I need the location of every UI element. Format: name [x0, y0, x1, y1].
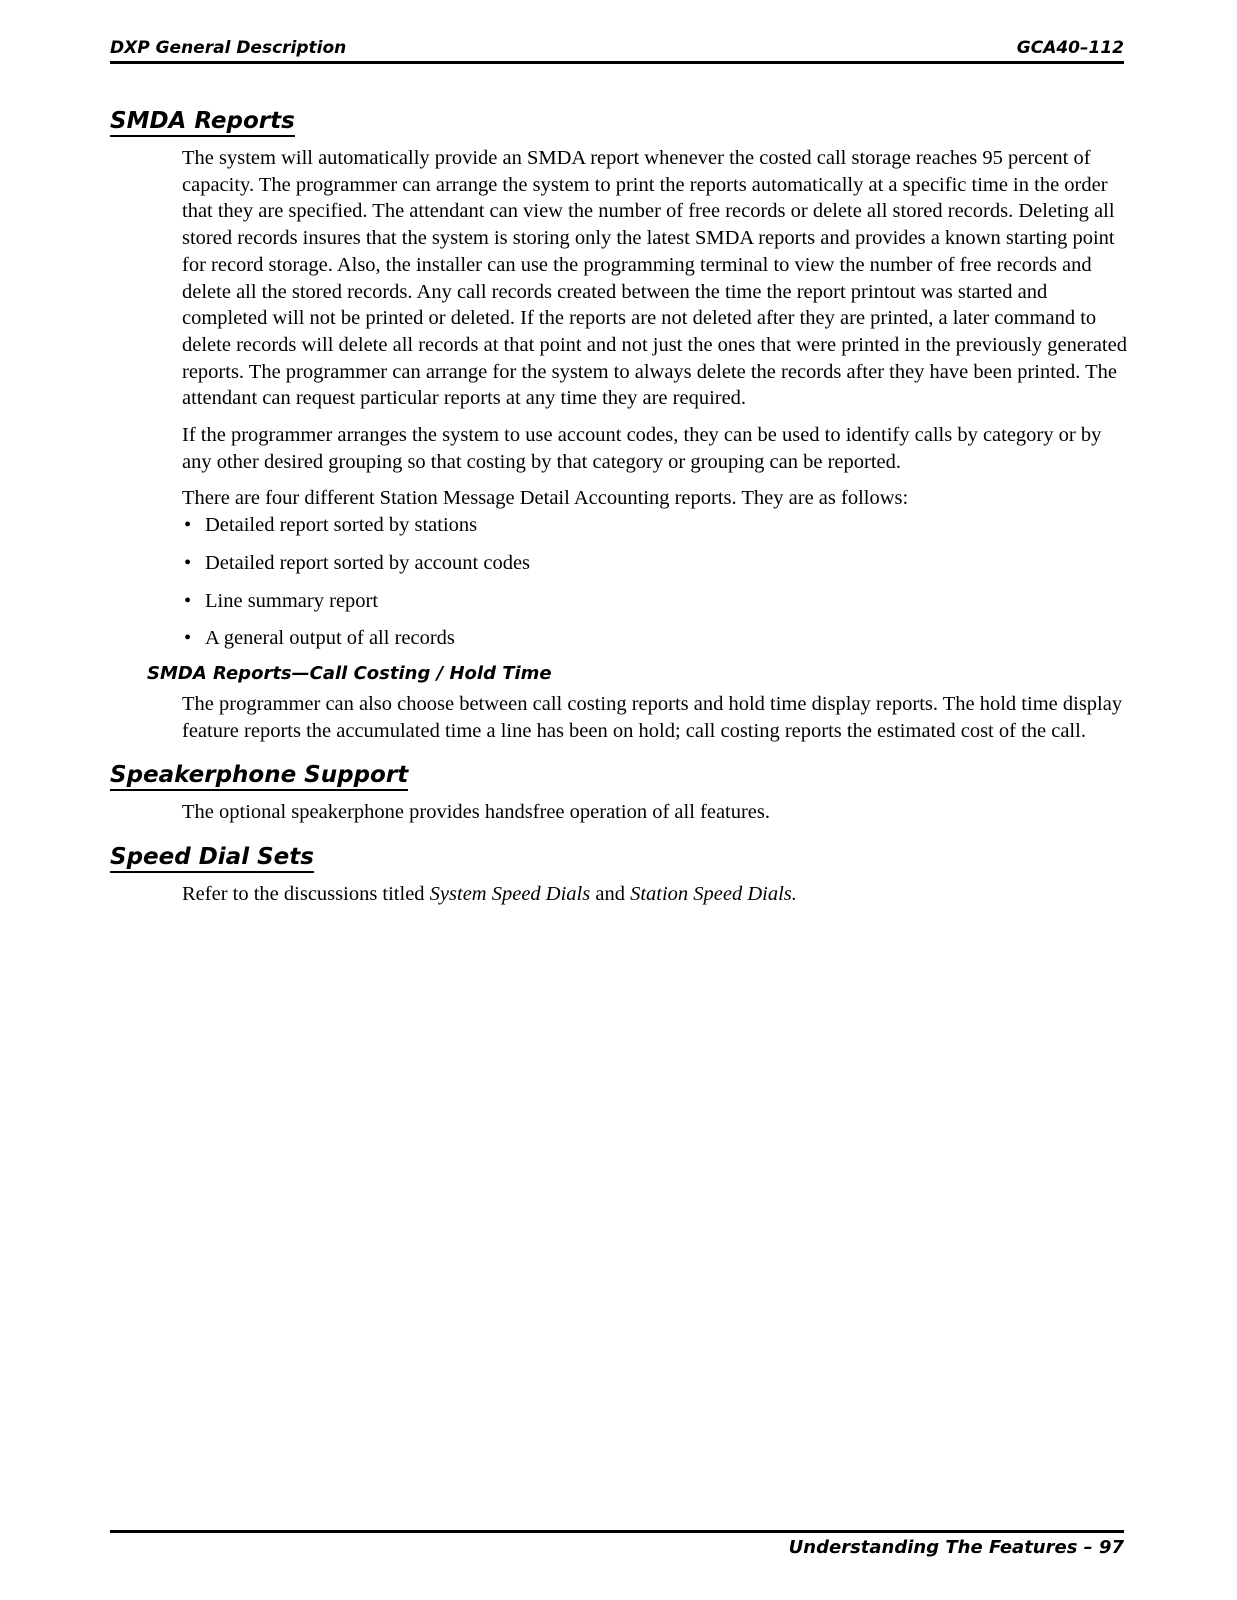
bullet-glyph: •	[184, 627, 192, 650]
list-item	[182, 550, 1124, 577]
header-document-title: DXP General Description	[110, 38, 347, 58]
smda-reports-heading: SMDA Reports	[110, 108, 295, 137]
header-rule	[110, 61, 1124, 64]
bullet-glyph: •	[184, 589, 192, 612]
speed-dial-paragraph	[182, 881, 1132, 908]
list-item-text: Detailed report sorted by stations	[205, 514, 478, 537]
list-item	[182, 625, 1124, 652]
smda-report-list	[182, 512, 1124, 652]
smda-paragraph-2: If the programmer arranges the system to use account codes, they can be used to identify calls by category or by any other desired grouping so that costing by that category or grouping can be reported.	[182, 424, 1102, 473]
speed-dial-heading: Speed Dial Sets	[110, 844, 314, 873]
list-item	[182, 512, 1124, 539]
list-item-text: Detailed report sorted by account codes	[205, 551, 531, 574]
system-speed-dials-reference: System Speed Dials	[429, 883, 591, 906]
header-document-number: GCA40–112	[1016, 38, 1124, 58]
bullet-glyph: •	[184, 551, 192, 574]
page-header	[110, 38, 1124, 60]
speakerphone-heading: Speakerphone Support	[110, 762, 408, 791]
list-item-text: A general output of all records	[205, 627, 455, 650]
speed-dial-text-mid: and	[590, 883, 631, 906]
smda-paragraph-1: The system will automatically provide an SMDA report whenever the costed call storage reaches 95 percent of capacity. The programmer can arrange the system to print the reports automatically at a specific time in the order that they are specified. The attendant can view the number of free records or delete all stored records. Deleting all stored records insures that the system is storing only the latest SMDA reports and provides a known starting point for record storage. Also, the installer can use the programming terminal to view the number of free records and delete all the stored records. Any call records created between the time the report printout was started and completed will not be printed or deleted. If the reports are not deleted after they are printed, a later command to delete records will delete all records at that point and not just the ones that were printed in the previously generated reports. The programmer can arrange for the system to always delete the records after they have been printed. The attendant can request particular reports at any time they are required.	[182, 147, 1127, 410]
speakerphone-paragraph: The optional speakerphone provides handsfree operation of all features.	[182, 801, 771, 824]
smda-paragraph-3: There are four different Station Message Detail Accounting reports. They are as follows:	[182, 487, 909, 510]
list-item-text: Line summary report	[205, 589, 379, 612]
footer-rule	[110, 1530, 1124, 1533]
list-item	[182, 588, 1124, 615]
page-footer: Understanding The Features – 97	[788, 1537, 1124, 1558]
speed-dial-section	[110, 844, 1124, 908]
page-content	[110, 108, 1127, 924]
speakerphone-section	[110, 762, 1124, 826]
bullet-glyph: •	[184, 514, 192, 537]
smda-reports-section	[110, 108, 1127, 744]
call-costing-subheading: SMDA Reports—Call Costing / Hold Time	[147, 662, 552, 684]
station-speed-dials-reference: Station Speed Dials.	[630, 883, 797, 906]
call-costing-paragraph: The programmer can also choose between call costing reports and hold time display reports. The hold time display feature reports the accumulated time a line has been on hold; call costing reports the estimated cost of the call.	[182, 692, 1123, 742]
speed-dial-text-before: Refer to the discussions titled	[182, 883, 430, 906]
